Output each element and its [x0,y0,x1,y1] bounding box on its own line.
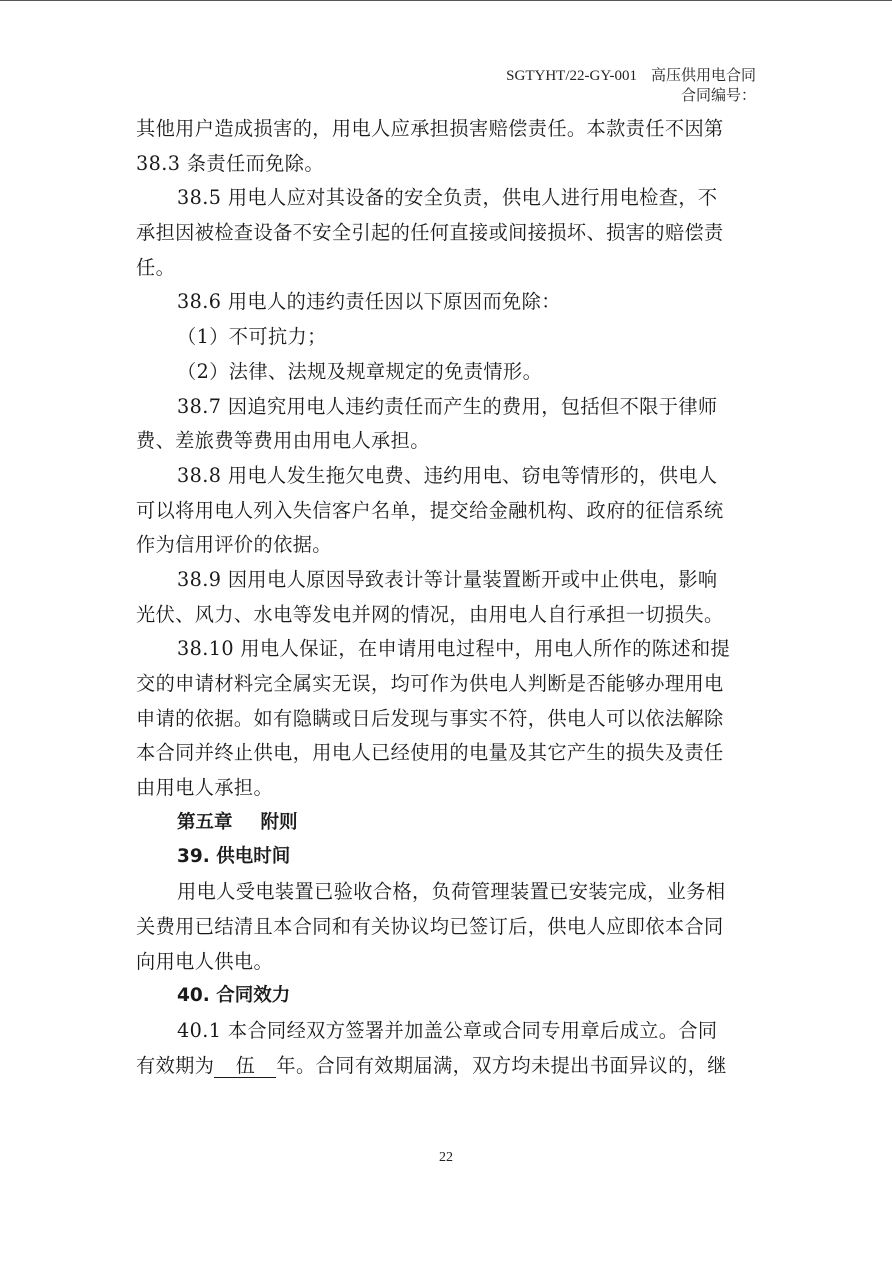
clause-38-6: 38.6 用电人的违约责任因以下原因而免除： [177,290,561,314]
text-line: 本合同并终止供电，用电人已经使用的电量及其它产生的损失及责任 [136,741,724,765]
validity-suffix: 年。合同有效期届满，双方均未提出书面异议的，继 [276,1053,727,1077]
list-item: （2）法律、法规及规章规定的免责情形。 [177,359,543,383]
contract-title: 高压供用电合同 [650,68,756,84]
page-number: 22 [439,1150,453,1165]
text-line: 可以将用电人列入失信客户名单，提交给金融机构、政府的征信系统 [136,498,724,522]
text-line: 用电人受电装置已验收合格，负荷管理装置已安装完成，业务相 [177,880,726,904]
text-line: 关费用已结清且本合同和有关协议均已签订后，供电人应即依本合同 [136,914,724,938]
chapter-title: 附则 [260,811,298,833]
validity-years-blank: 伍 [214,1055,276,1078]
chapter-label: 第五章 [177,811,233,833]
clause-38-10: 38.10 用电人保证，在申请用电过程中，用电人所作的陈述和提 [177,637,731,661]
text-line: 38.3 条责任而免除。 [136,151,324,175]
clause-38-8: 38.8 用电人发生拖欠电费、违约用电、窃电等情形的，供电人 [177,463,718,487]
text-line: 由用电人承担。 [136,776,274,800]
text-line: 其他用户造成损害的，用电人应承担损害赔偿责任。本款责任不因第 [136,117,724,140]
validity-prefix: 有效期为 [136,1053,215,1077]
section-40-heading: 40. 合同效力 [177,985,291,1007]
clause-38-9: 38.9 因用电人原因导致表计等计量装置断开或中止供电，影响 [177,567,718,591]
contract-number-label: 合同编号： [680,88,756,104]
contract-code: SGTYHT/22-GY-001 [506,68,637,84]
clause-38-7: 38.7 因追究用电人违约责任而产生的费用，包括但不限于律师 [177,394,718,418]
chapter-heading [136,806,757,841]
text-line: 交的申请材料完全属实无误，均可作为供电人判断是否能够办理用电 [136,672,724,695]
text-line [136,1049,757,1084]
text-line: 任。 [136,255,176,279]
top-border-line [0,0,892,1]
list-item: （1）不可抗力； [177,325,327,349]
clause-40-1: 40.1 本合同经双方签署并加盖公章或合同专用章后成立。合同 [177,1018,718,1042]
header-line-1 [506,66,756,86]
section-39-heading: 39. 供电时间 [177,846,291,868]
page-header [506,66,756,106]
text-line: 光伏、风力、水电等发电并网的情况，由用电人自行承担一切损失。 [136,602,724,626]
clause-38-5: 38.5 用电人应对其设备的安全负责，供电人进行用电检查，不 [177,186,718,210]
text-line: 费、差旅费等费用由用电人承担。 [136,429,430,453]
text-line: 申请的依据。如有隐瞒或日后发现与事实不符，供电人可以依法解除 [136,706,724,730]
text-line: 向用电人供电。 [136,949,274,973]
document-body [136,112,757,1083]
text-line: 承担因被检查设备不安全引起的任何直接或间接损坏、损害的赔偿责 [136,221,724,245]
text-line: 作为信用评价的依据。 [136,533,332,557]
